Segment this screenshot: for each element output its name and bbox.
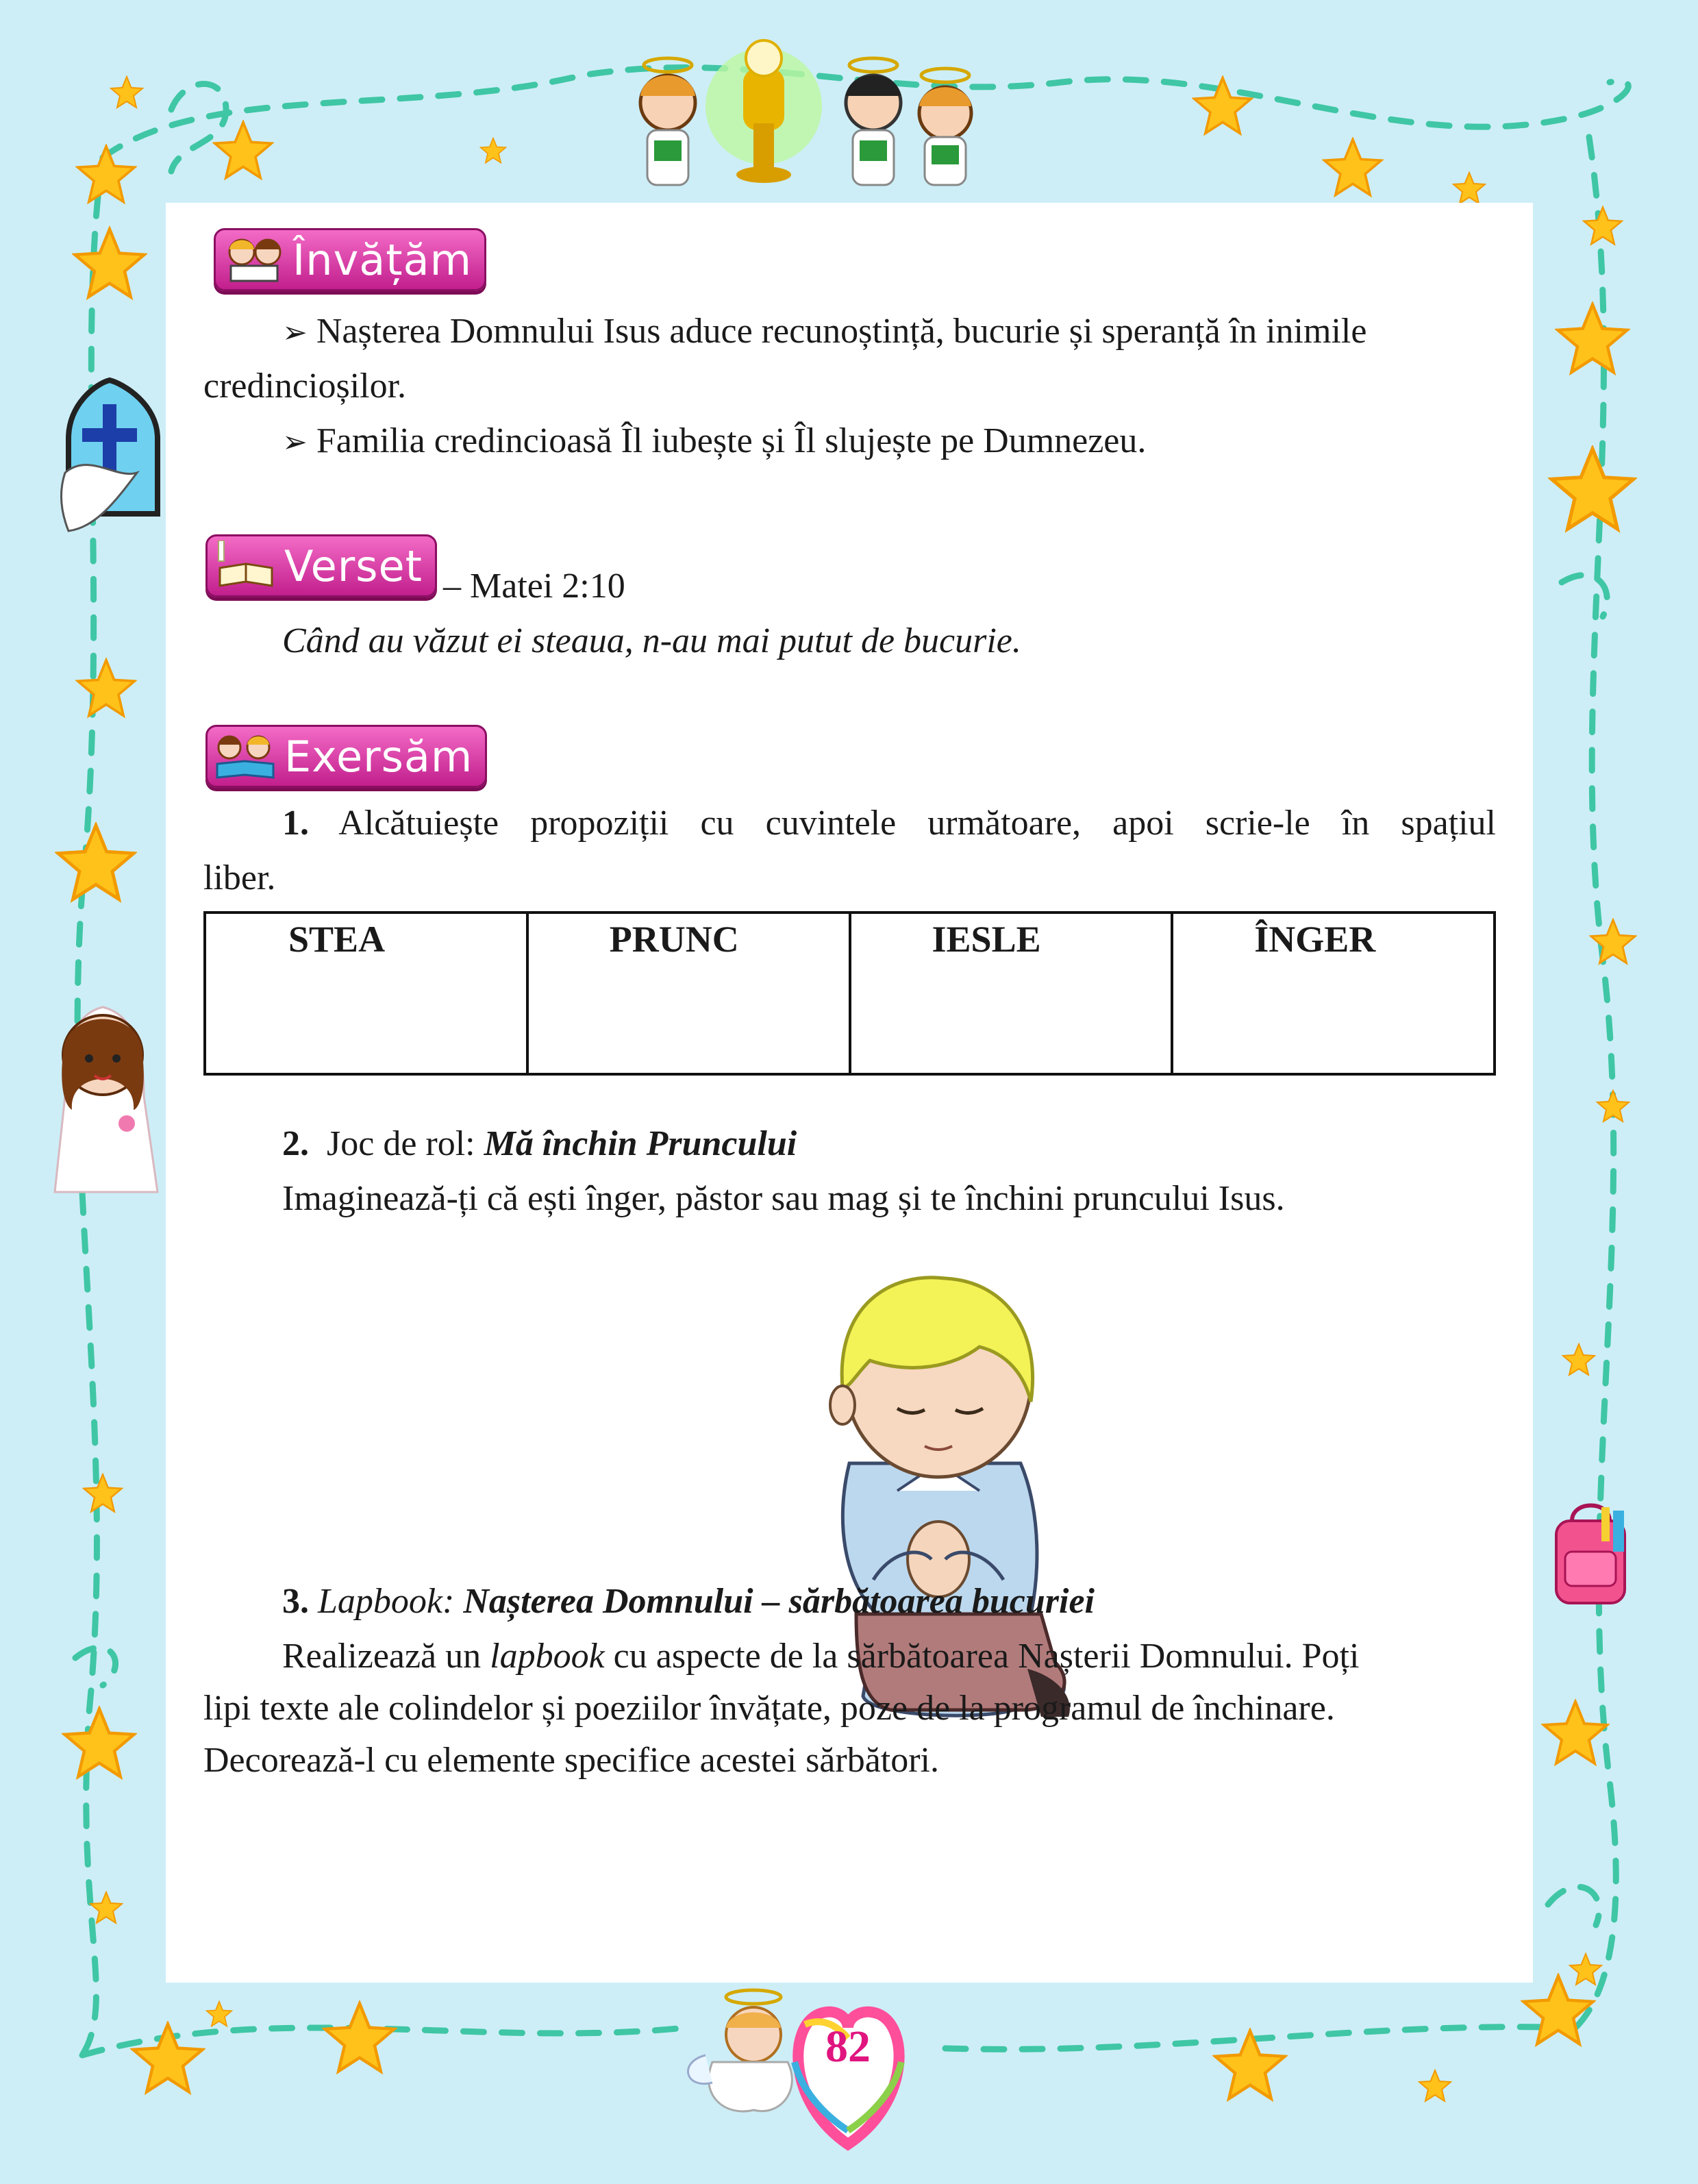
ex3-text-line1: Realizează un lapbook cu aspecte de la sărbătoarea Nașterii Domnului. Poți [282, 1637, 1360, 1676]
ex1-instruction-cont: liber. [203, 858, 276, 897]
arrow-bullet-icon: ➢ [282, 315, 308, 350]
verset-badge-label: Verset [284, 541, 423, 591]
children-studying-icon [213, 731, 279, 780]
backpack-icon [1556, 1506, 1625, 1604]
invatam-bullet-2: ➢ Familia credincioasă Îl iubește și Îl slujește pe Dumnezeu. [282, 421, 1147, 460]
invatam-badge [214, 228, 486, 291]
verset-badge [205, 534, 437, 597]
verset-text: Când au văzut ei steaua, n-au mai putut de bucurie. [282, 621, 1021, 660]
invatam-bullet-1: ➢ Nașterea Domnului Isus aduce recunoștință, bucurie și speranță în inimile [282, 312, 1367, 351]
page-number: 82 [825, 2022, 871, 2072]
ex3-text-line3: Decorează-l cu elemente specifice acestei sărbători. [203, 1741, 939, 1780]
children-reading-icon [221, 234, 287, 284]
open-bible-candle-icon [213, 541, 279, 590]
angels-chalice-icon [640, 40, 971, 185]
verset-reference: – Matei 2:10 [443, 567, 625, 606]
invatam-badge-label: Învățăm [292, 234, 472, 285]
exersam-badge [205, 725, 487, 788]
word-cell-iesle[interactable]: IESLE [850, 913, 1173, 1074]
arrow-bullet-icon: ➢ [282, 425, 308, 460]
ex2-text: Imaginează-ți că ești înger, păstor sau mag și te închini pruncului Isus. [282, 1179, 1285, 1218]
word-cell-prunc[interactable]: PRUNC [527, 913, 850, 1074]
ex2-title: 2. Joc de rol: Mă închin Pruncului [282, 1124, 797, 1163]
ex3-title: 3. Lapbook: Nașterea Domnului – sărbătoarea bucuriei [282, 1582, 1095, 1621]
ex1-instruction: 1. Alcătuiește propoziții cu cuvintele următoare, apoi scrie-le în spațiul [282, 804, 1496, 843]
ex3-text-line2: lipi texte ale colindelor și poeziilor învățate, poze de la programul de închinare. [203, 1689, 1335, 1728]
church-window-dove-icon [62, 380, 158, 531]
exersam-badge-label: Exersăm [284, 731, 473, 782]
girl-icon [55, 1007, 158, 1192]
word-cell-inger[interactable]: ÎNGER [1172, 913, 1495, 1074]
words-table [203, 911, 1496, 1076]
page-paper [166, 203, 1533, 1983]
word-cell-stea[interactable]: STEA [205, 913, 527, 1074]
invatam-bullet-1-cont: credincioșilor. [203, 367, 407, 406]
